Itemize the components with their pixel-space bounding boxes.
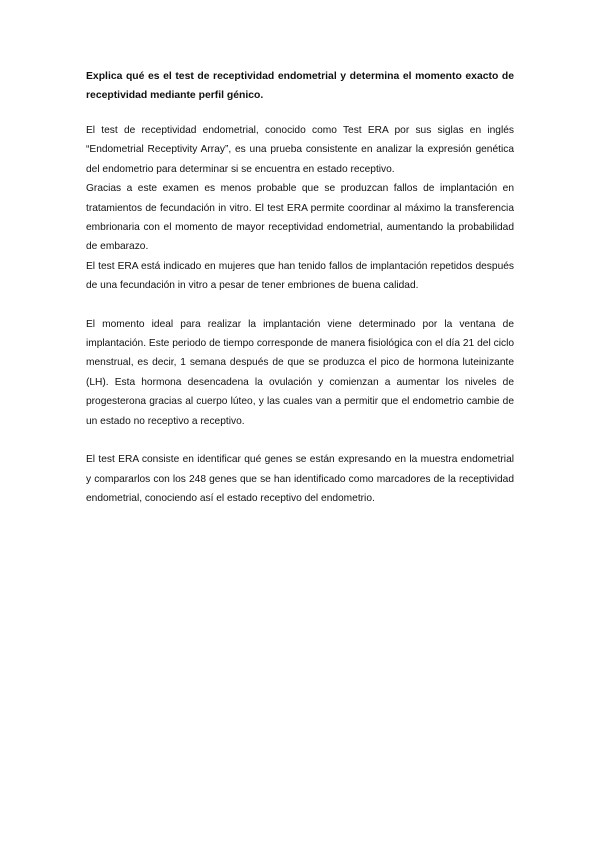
paragraph-era-genes: El test ERA consiste en identificar qué genes se están expresando en la muestra endometrial y compararlos con los 248 genes que se han identificado como marcadores de la receptividad endometrial, conociendo así el estado receptivo del endometrio. (86, 454, 514, 504)
paragraph-implantation-window: El momento ideal para realizar la implantación viene determinado por la ventana de implantación. Este periodo de tiempo corresponde de manera fisiológica con el día 21 del ciclo menstrual, es decir, 1 semana después de que se produzca el pico de hormona luteinizante (LH). Esta hormona desencadena la ovulación y comienzan a aumentar los niveles de progesterona gracias al cuerpo lúteo, y las cuales van a permitir que el endometrio cambie de un estado no receptivo a receptivo. (86, 318, 514, 427)
document-title: Explica qué es el test de receptividad endometrial y determina el momento exacto de receptividad mediante perfil génico. (86, 71, 514, 101)
paragraph-era-benefits: Gracias a este examen es menos probable que se produzcan fallos de implantación en tratamientos de fecundación in vitro. El test ERA permite coordinar al máximo la transferencia embrionaria con el momento de mayor receptividad endometrial, aumentando la probabilidad de embarazo. (86, 183, 514, 253)
paragraph-spacer (86, 431, 514, 450)
paragraph-spacer (86, 296, 514, 315)
document-page (86, 68, 514, 508)
paragraph-era-indication: El test ERA está indicado en mujeres que han tenido fallos de implantación repetidos después de una fecundación in vitro a pesar de tener embriones de buena calidad. (86, 260, 514, 292)
paragraph-era-definition: El test de receptividad endometrial, conocido como Test ERA por sus siglas en inglés “Endometrial Receptivity Array”, es una prueba consistente en analizar la expresión genética del endometrio para determinar si se encuentra en estado receptivo. (86, 125, 514, 175)
